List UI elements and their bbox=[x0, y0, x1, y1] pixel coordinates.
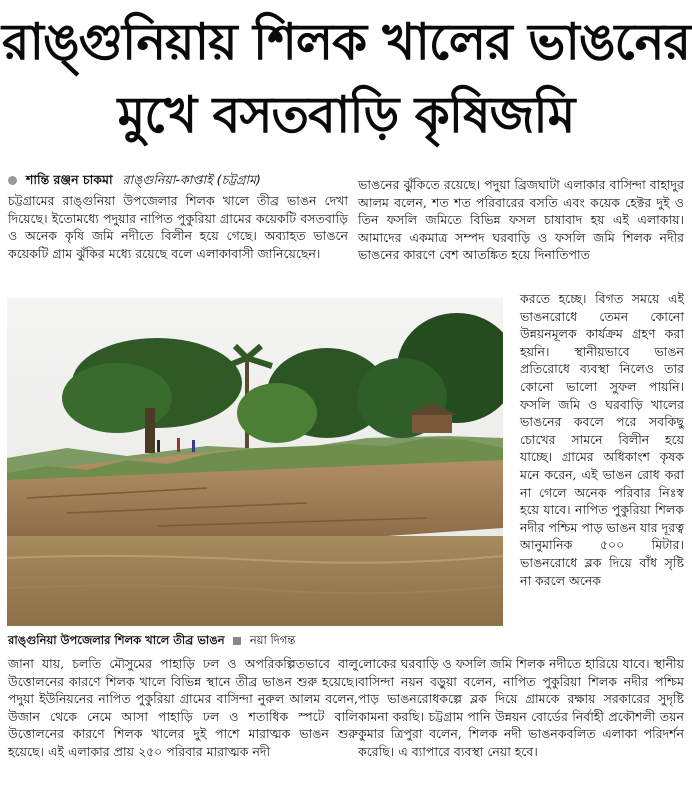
headline-line-2: মুখে বসতবাড়ি কৃষিজমি bbox=[117, 86, 575, 144]
bullet-icon bbox=[8, 176, 17, 185]
erosion-photo bbox=[7, 298, 503, 626]
byline-place: রাঙ্গুনিয়া-কাপ্তাই (চট্টগ্রাম) bbox=[122, 172, 261, 187]
photo-caption bbox=[8, 632, 508, 651]
square-bullet-icon bbox=[233, 637, 241, 645]
photo-credit: নয়া দিগন্ত bbox=[249, 633, 296, 647]
article-column-2-narrow: করতে হচ্ছে। বিগত সময়ে এই ভাঙনরোধে তেমন কোনো উন্নয়নমূলক কার্যক্রম গ্রহণ করা হয়নি। স্থানীয়ভাবে ভাঙন প্রতিরোধে ব্যবস্থা নিলেও তার কোনো ভালো সুফল পায়নি। ফসলি জমি ও ঘরবাড়ি খালের ভাঙনের কবলে পরে সবকিছু চোখের সামনে বিলীন হয়ে যাচ্ছে। গ্রামের অধিকাংশ কৃষক মনে করেন, এই ভাঙন রোধ করা না গেলে অনেক পরিবার নিঃস্ব হয়ে যাবে। নাপিত পুকুরিয়া শিলক নদীর পশ্চিম পাড় ভাঙন যার দূরত্ব আনুমানিক ৫০০ মিটার। ভাঙনরোধে ব্লক দিয়ে বাঁধ সৃষ্টি না করলে অনেক bbox=[520, 291, 684, 588]
article-column-2-top: ভাঙনের ঝুঁকিতে রয়েছে। পদুয়া ব্রিজঘাটা এলাকার বাসিন্দা বাহাদুর আলম বলেন, শত শত পরিবারের বসতি এবং কয়েক হেক্টর দুই ও তিন ফসলি জমিতে বিভিন্ন ফসল চাষাবাদ হয় এই এলাকায়। আমাদের একমাত্র সম্পদ ঘরবাড়ি ও ফসলি জমি শিলক নদীর ভাঙনের কারণে বেশ আতঙ্কিত হয়ে দিনাতিপাত bbox=[358, 177, 684, 263]
erosion-photo-image bbox=[7, 298, 503, 626]
article-bottom-right: লোকের ঘরবাড়ি ও ফসলি জমি শিলক নদীতে হারিয়ে যাবে। স্থানীয় বাসিন্দা নয়ন বড়ুয়া বলেন, নাপিত পুকুরিয়া শিলক নদীর পশ্চিম পাড় ভাঙনরোধকল্পে ব্লক দিয়ে গ্রামকে রক্ষায় সরকারের সুদৃষ্টি কামনা করছি। চট্টগ্রাম পানি উন্নয়ন বোর্ডের নির্বাহী প্রকৌশলী তয়ন কুমার ত্রিপুরা বলেন, শিলক নদী ভাঙনকবলিত এলাকা পরিদর্শন করেছি। এ ব্যাপারে ব্যবস্থা নেয়া হবে। bbox=[358, 656, 684, 759]
headline-line-1: রাঙ্গুনিয়ায় শিলক খালের ভাঙনের bbox=[2, 13, 690, 71]
byline bbox=[8, 172, 261, 192]
article-intro: চট্টগ্রামের রাঙ্গুনিয়া উপজেলার শিলক খালে তীব্র ভাঙন দেখা দিয়েছে। ইতোমধ্যে পদুয়ার নাপিত পুকুরিয়া গ্রামের কয়েকটি বসতবাড়ি ও অনেক কৃষি জমি নদীতে বিলীন হয়ে গেছে। অব্যাহত ভাঙনে কয়েকটি গ্রাম ঝুঁকির মধ্যে রয়েছে বলে এলাকাবাসী জানিয়েছেন। bbox=[8, 193, 348, 261]
byline-author: শান্তি রঞ্জন চাকমা bbox=[25, 172, 113, 187]
article-bottom-left: জানা যায়, চলতি মৌসুমের পাহাড়ি ঢল ও অপরিকল্পিতভাবে বালু উত্তোলনের কারণে শিলক খালে বিভিন্ন স্থানে তীব্র ভাঙন শুরু হয়েছে। পদুয়া ইউনিয়নের নাপিত পুকুরিয়া গ্রামের বাসিন্দা নুরুল আলম বলেন, উজান থেকে নেমে আসা পাহাড়ি ঢল ও শতাধিক স্পটে বালি উত্তোলনের কারণে শিলক খালের দুই পাশে মারাত্মক ভাঙন শুরু হয়েছে। এই এলাকার প্রায় ২৫০ পরিবার মারাত্মক নদী bbox=[8, 656, 358, 759]
photo-caption-text: রাঙ্গুনিয়া উপজেলার শিলক খালে তীব্র ভাঙন bbox=[8, 633, 225, 647]
